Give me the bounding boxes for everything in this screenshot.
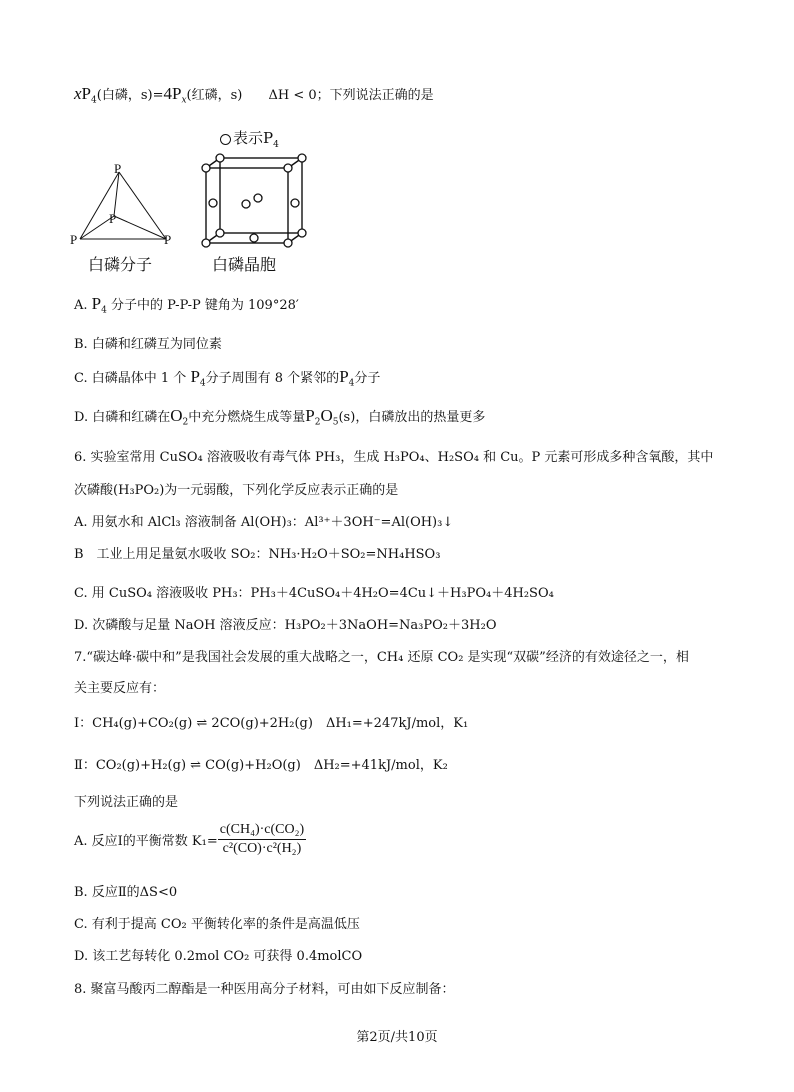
q5-option-c: C. 白磷晶体中 1 个 $P_4$分子周围有 8 个紧邻的$P_4$分子 xyxy=(74,367,381,389)
q7-prompt: 下列说法正确的是 xyxy=(74,795,179,810)
white-phosphorus-molecule-diagram xyxy=(66,160,186,255)
q5-option-b: B. 白磷和红磷互为同位素 xyxy=(74,337,222,352)
atom-label-left: P xyxy=(70,232,78,247)
q7-option-c: C. 有利于提高 CO₂ 平衡转化率的条件是高温低压 xyxy=(74,917,360,932)
equilibrium-constant-fraction xyxy=(218,822,306,857)
white-phosphorus-unit-cell-diagram xyxy=(198,150,310,250)
q5-option-d: D. 白磷和红磷在$O_2$中充分燃烧生成等量$P_2O_5(s)$，白磷放出的热量更多 xyxy=(74,406,486,428)
q7-reaction-1: Ⅰ：CH₄(g)+CO₂(g) ⇌ 2CO(g)+2H₂(g) ΔH₁=+247kJ/mol，K₁ xyxy=(74,716,469,731)
q7-stem-line-2: 关主要反应有： xyxy=(74,681,166,696)
rhs-coefficient: 4 xyxy=(163,84,172,103)
q5-option-a: A. $P_4$ 分子中的 P-P-P 键角为 109°28′ xyxy=(74,294,299,316)
q7-reaction-2: Ⅱ：CO₂(g)+H₂(g) ⇌ CO(g)+H₂O(g) ΔH₂=+41kJ/mol，K₂ xyxy=(74,758,448,773)
rhs-species: P xyxy=(171,84,182,103)
unit-cell-caption: 白磷晶胞 xyxy=(212,255,277,274)
lhs-subscript: 4 xyxy=(91,95,97,106)
q6-stem-line-1: 6. 实验室常用 CuSO₄ 溶液吸收有毒气体 PH₃，生成 H₃PO₄、H₂SO₄ 和 Cu。P 元素可形成多种含氧酸，其中 xyxy=(74,450,714,465)
rhs-state: (红磷，s) xyxy=(186,88,243,103)
q8-stem: 8. 聚富马酸丙二醇酯是一种医用高分子材料，可由如下反应制备： xyxy=(74,982,455,997)
atom-label-top: P xyxy=(114,161,122,176)
legend xyxy=(220,127,279,150)
page-footer: 第2页/共10页 xyxy=(356,1030,438,1045)
q7-option-a: A. 反应Ⅰ的平衡常数 K₁= $\frac{\text{c(CH₄)·c(CO₂)}}{\text{c²(CO)·c²(H₂)}}$ xyxy=(74,822,305,856)
rhs-subscript: x xyxy=(181,95,187,106)
legend-subscript: 4 xyxy=(273,140,279,150)
q6-option-d: D. 次磷酸与足量 NaOH 溶液反应：H₃PO₂＋3NaOH=Na₃PO₂＋3H₂O xyxy=(74,618,497,633)
atom-label-right: P xyxy=(164,232,172,247)
q6-option-b: B 工业上用足量氨水吸收 SO₂：NH₃·H₂O＋SO₂=NH₄HSO₃ xyxy=(74,547,441,562)
q7-option-d: D. 该工艺每转化 0.2mol CO₂ 可获得 0.4molCO xyxy=(74,949,363,964)
fraction-denominator: c²(CO)·c²(H₂) xyxy=(222,841,302,856)
q6-stem-line-2: 次磷酸(H₃PO₂)为一元弱酸，下列化学反应表示正确的是 xyxy=(74,483,399,498)
legend-circle-icon xyxy=(220,134,231,145)
enthalpy-note: ΔH < 0；下列说法正确的是 xyxy=(268,88,434,103)
q6-option-c: C. 用 CuSO₄ 溶液吸收 PH₃：PH₃＋4CuSO₄＋4H₂O=4Cu↓＋H₃PO₄＋4H₂SO₄ xyxy=(74,586,554,601)
q7-stem-line-1: 7.“碳达峰·碳中和”是我国社会发展的重大战略之一，CH₄ 还原 CO₂ 是实现“双碳”经济的有效途径之一，相 xyxy=(74,650,689,665)
q6-option-a: A. 用氨水和 AlCl₃ 溶液制备 Al(OH)₃：Al³⁺＋3OH⁻=Al(OH)₃↓ xyxy=(74,515,454,530)
legend-text: 表示P xyxy=(233,129,274,147)
fraction-numerator: c(CH₄)·c(CO₂) xyxy=(218,822,306,840)
atom-label-center: P xyxy=(109,211,117,226)
q7-option-b: B. 反应Ⅱ的ΔS<0 xyxy=(74,885,178,900)
lhs-state: (白磷，s)= xyxy=(96,88,164,103)
reaction-header xyxy=(74,84,434,106)
lhs-species: P xyxy=(81,84,92,103)
molecule-caption: 白磷分子 xyxy=(88,255,153,274)
lhs-coefficient: x xyxy=(74,84,82,103)
